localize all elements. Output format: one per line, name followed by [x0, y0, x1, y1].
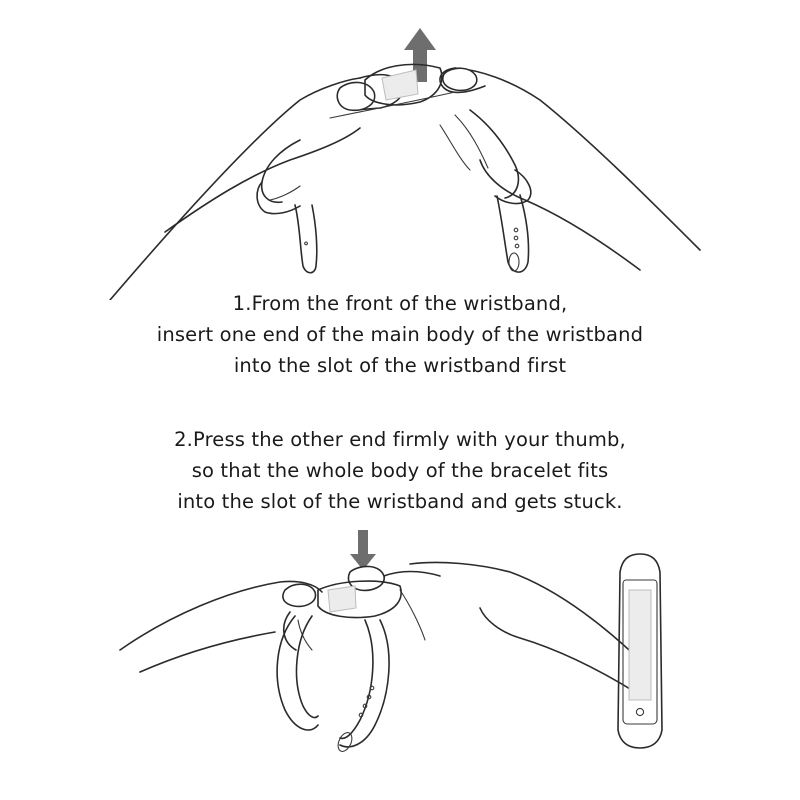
step2-illustration — [0, 520, 800, 800]
band-button — [636, 708, 643, 715]
step1-line1: 1.From the front of the wristband, — [232, 292, 568, 315]
left-thumbnail — [337, 82, 374, 110]
step1-line2: insert one end of the main body of the wristband — [156, 323, 644, 346]
step2-line1: 2.Press the other end firmly with your thumb, — [174, 428, 626, 451]
right-thumbnail — [443, 68, 477, 90]
step2-line2: so that the whole body of the bracelet fits — [191, 459, 609, 482]
step1-instructions — [0, 288, 800, 381]
left-thumbnail-2 — [283, 584, 316, 606]
step1-illustration — [0, 0, 800, 300]
finished-band — [618, 554, 662, 748]
step2-instructions — [0, 424, 800, 517]
step1-line3: into the slot of the wristband first — [233, 354, 567, 377]
band-display — [629, 590, 651, 700]
step2-line3: into the slot of the wristband and gets stuck. — [177, 490, 623, 513]
arrow-down-icon — [350, 530, 376, 570]
tracker-screen-2 — [328, 586, 356, 612]
